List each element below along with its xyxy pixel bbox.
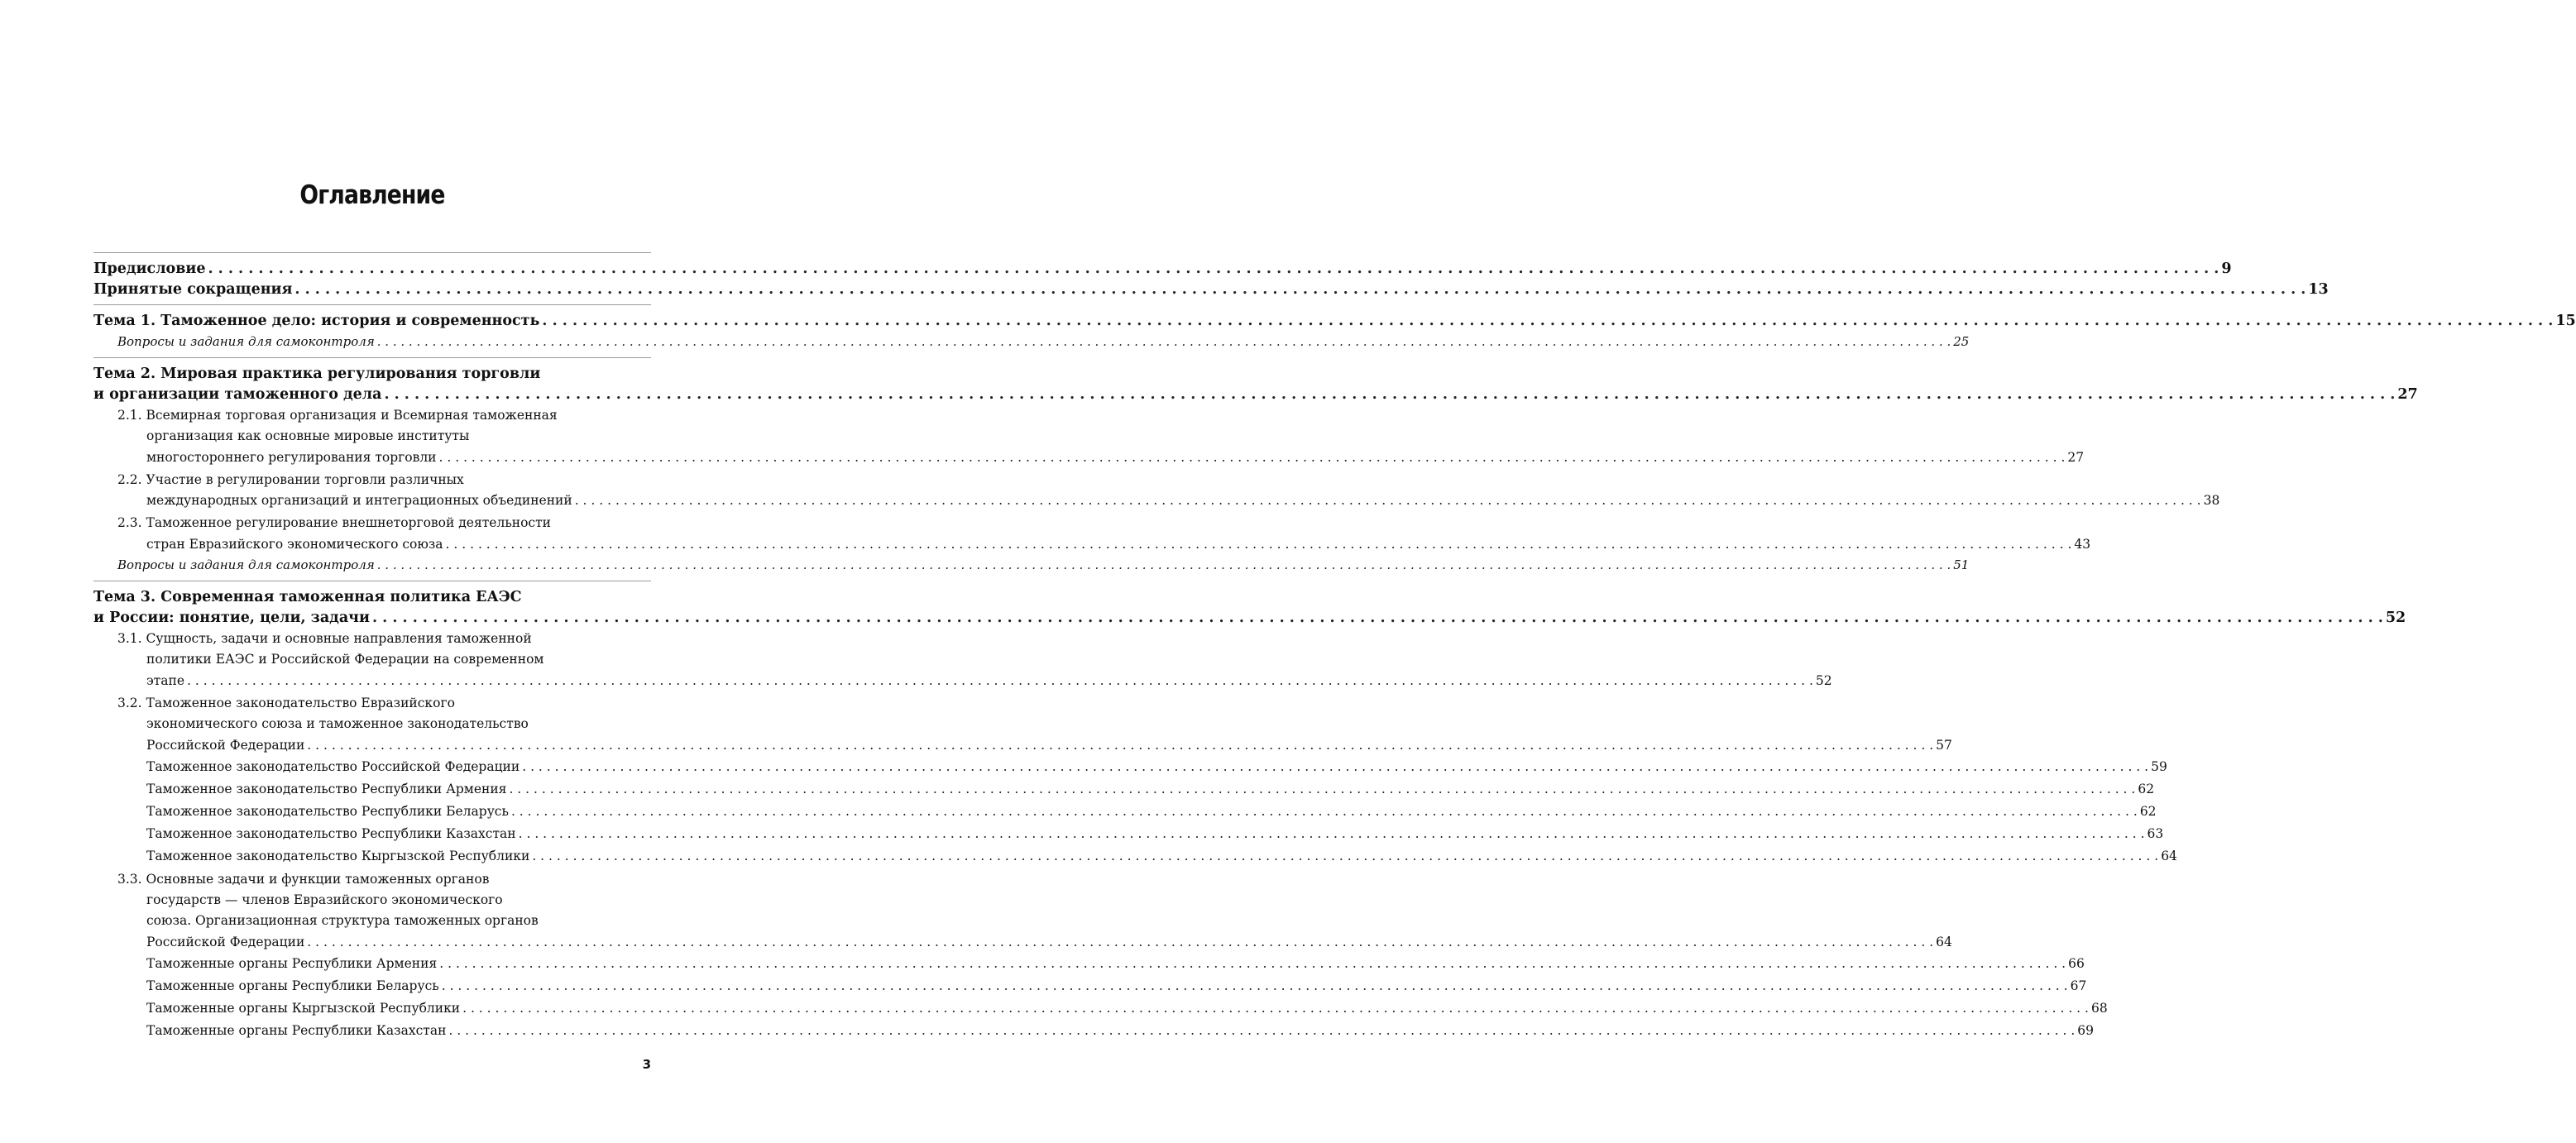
entry-page: 27 [2397, 386, 2418, 403]
dot-leader: . . . . . . . . . . . . . . . . . . . . . . . . . . . . . . . . . . . . . . . . . . . . . . . . . . . . . . . . . . . . . . . . . . . . . . . . . . . . . . . . . . . . . . . . . . . . . . . . . . . . . . . . . . . . . . . . . . . . . . . . . . . . . . . . . . . . . . . . . . . . . . . . . . . . . . . . . . . . . . . . . . . . . . . . . . . . . . . . . . . . . . . . . . . . . . . . . . . . . . . . [439, 956, 2066, 972]
entry-page: 62 [2138, 781, 2155, 796]
dot-leader: . . . . . . . . . . . . . . . . . . . . . . . . . . . . . . . . . . . . . . . . . . . . . . . . . . . . . . . . . . . . . . . . . . . . . . . . . . . . . . . . . . . . . . . . . . . . . . . . . . . . . . . . . . . . . . . . . . . . . . . . . . . . . . . . . . . . . . . . . . . . . . . . . . . . . . . . . . . . . . . . . . . . . . . . . . . . . . . . . . . . . . . . . . . . . . . . . . . . . . . . [542, 313, 2554, 329]
entry-title-line: Российской Федерации [146, 737, 305, 753]
toc-entry-section-2-3[interactable] [93, 511, 2091, 555]
entry-page: 59 [2151, 758, 2167, 774]
entry-page: 52 [1815, 672, 1832, 688]
toc-entry-customs-kazakhstan[interactable] [93, 1020, 2095, 1042]
dot-leader: . . . . . . . . . . . . . . . . . . . . . . . . . . . . . . . . . . . . . . . . . . . . . . . . . . . . . . . . . . . . . . . . . . . . . . . . . . . . . . . . . . . . . . . . . . . . . . . . . . . . . . . . . . . . . . . . . . . . . . . . . . . . . . . . . . . . . . . . . . . . . . . . . . . . . . . . . . . . . . . . . . . . . . . . . . . . . . . . . . . . . . . . . . . . . . . . . . . . . . . . [208, 261, 2219, 277]
dot-leader: . . . . . . . . . . . . . . . . . . . . . . . . . . . . . . . . . . . . . . . . . . . . . . . . . . . . . . . . . . . . . . . . . . . . . . . . . . . . . . . . . . . . . . . . . . . . . . . . . . . . . . . . . . . . . . . . . . . . . . . . . . . . . . . . . . . . . . . . . . . . . . . . . . . . . . . . . . . . . . . . . . . . . . . . . . . . . . . . . . . . . . . . . . . . . . . . . . . . . . . . [376, 557, 1951, 573]
dot-leader: . . . . . . . . . . . . . . . . . . . . . . . . . . . . . . . . . . . . . . . . . . . . . . . . . . . . . . . . . . . . . . . . . . . . . . . . . . . . . . . . . . . . . . . . . . . . . . . . . . . . . . . . . . . . . . . . . . . . . . . . . . . . . . . . . . . . . . . . . . . . . . . . . . . . . . . . . . . . . . . . . . . . . . . . . . . . . . . . . . . . . . . . . . . . . . . . . . . . . . . . [532, 848, 2159, 863]
entry-title-line: многостороннего регулирования торговли [146, 449, 437, 465]
entry-title-line: этапе [146, 672, 185, 688]
entry-page: 51 [1953, 557, 1970, 573]
toc-entry-customs-belarus[interactable] [93, 975, 2087, 997]
entry-page: 43 [2074, 536, 2091, 552]
dot-leader: . . . . . . . . . . . . . . . . . . . . . . . . . . . . . . . . . . . . . . . . . . . . . . . . . . . . . . . . . . . . . . . . . . . . . . . . . . . . . . . . . . . . . . . . . . . . . . . . . . . . . . . . . . . . . . . . . . . . . . . . . . . . . . . . . . . . . . . . . . . . . . . . . . . . . . . . . . . . . . . . . . . . . . . . . . . . . . . . . . . . . . . . . . . . . . . . . . . . . . . . [448, 1023, 2076, 1039]
toc-entry-legislation-kazakhstan[interactable] [93, 823, 2164, 845]
entry-page: 52 [2385, 610, 2406, 627]
entry-title: Таможенные органы Кыргызской Республики [146, 1001, 461, 1016]
entry-title-line: Тема 3. Современная таможенная политика ЕАЭС [93, 589, 522, 606]
entry-title: Предисловие [93, 261, 206, 277]
entry-page: 57 [1936, 737, 1952, 753]
dot-leader: . . . . . . . . . . . . . . . . . . . . . . . . . . . . . . . . . . . . . . . . . . . . . . . . . . . . . . . . . . . . . . . . . . . . . . . . . . . . . . . . . . . . . . . . . . . . . . . . . . . . . . . . . . . . . . . . . . . . . . . . . . . . . . . . . . . . . . . . . . . . . . . . . . . . . . . . . . . . . . . . . . . . . . . . . . . . . . . . . . . . . . . . . . . . . . . . . . . . . . . . [441, 978, 2068, 994]
entry-page: 13 [2308, 281, 2329, 298]
dot-leader: . . . . . . . . . . . . . . . . . . . . . . . . . . . . . . . . . . . . . . . . . . . . . . . . . . . . . . . . . . . . . . . . . . . . . . . . . . . . . . . . . . . . . . . . . . . . . . . . . . . . . . . . . . . . . . . . . . . . . . . . . . . . . . . . . . . . . . . . . . . . . . . . . . . . . . . . . . . . . . . . . . . . . . . . . . . . . . . . . . . . . . . . . . . . . . . . . . . . . . . . [187, 672, 1813, 688]
entry-title: Таможенное законодательство Российской Федерации [146, 758, 520, 774]
entry-title-line: стран Евразийского экономического союза [146, 536, 443, 552]
toc-entry-legislation-russia[interactable] [93, 756, 2167, 778]
dot-leader: . . . . . . . . . . . . . . . . . . . . . . . . . . . . . . . . . . . . . . . . . . . . . . . . . . . . . . . . . . . . . . . . . . . . . . . . . . . . . . . . . . . . . . . . . . . . . . . . . . . . . . . . . . . . . . . . . . . . . . . . . . . . . . . . . . . . . . . . . . . . . . . . . . . . . . . . . . . . . . . . . . . . . . . . . . . . . . . . . . . . . . . . . . . . . . . . . . . . . . . . [384, 386, 2396, 403]
entry-page: 25 [1953, 334, 1970, 349]
entry-title-line: 3.2. Таможенное законодательство Евразийского [117, 695, 455, 710]
dot-leader: . . . . . . . . . . . . . . . . . . . . . . . . . . . . . . . . . . . . . . . . . . . . . . . . . . . . . . . . . . . . . . . . . . . . . . . . . . . . . . . . . . . . . . . . . . . . . . . . . . . . . . . . . . . . . . . . . . . . . . . . . . . . . . . . . . . . . . . . . . . . . . . . . . . . . . . . . . . . . . . . . . . . . . . . . . . . . . . . . . . . . . . . . . . . . . . . . . . . . . . . [438, 449, 2066, 465]
entry-title: Таможенные органы Республики Армения [146, 956, 438, 972]
entry-title-line: 3.3. Основные задачи и функции таможенных органов [117, 871, 490, 887]
toc-entry-topic-1[interactable] [93, 305, 2576, 332]
toc-entry-customs-armenia[interactable] [93, 953, 2085, 975]
toc-entry-abbreviations[interactable] [93, 280, 2329, 304]
entry-title-line: политики ЕАЭС и Российской Федерации на современном [146, 652, 544, 667]
entry-title-line: Российской Федерации [146, 934, 305, 949]
dot-leader: . . . . . . . . . . . . . . . . . . . . . . . . . . . . . . . . . . . . . . . . . . . . . . . . . . . . . . . . . . . . . . . . . . . . . . . . . . . . . . . . . . . . . . . . . . . . . . . . . . . . . . . . . . . . . . . . . . . . . . . . . . . . . . . . . . . . . . . . . . . . . . . . . . . . . . . . . . . . . . . . . . . . . . . . . . . . . . . . . . . . . . . . . . . . . . . . . . . . . . . . [376, 334, 1951, 349]
entry-page: 15 [2555, 313, 2576, 329]
toc-entry-section-3-2[interactable] [93, 691, 1952, 756]
toc-entry-section-3-3[interactable] [93, 868, 1952, 953]
entry-title: Таможенное законодательство Республики Беларусь [146, 803, 509, 819]
toc-entry-topic-2[interactable] [93, 358, 2418, 405]
entry-page: 38 [2203, 493, 2220, 509]
entry-title-line: международных организаций и интеграционных объединений [146, 493, 572, 509]
dot-leader: . . . . . . . . . . . . . . . . . . . . . . . . . . . . . . . . . . . . . . . . . . . . . . . . . . . . . . . . . . . . . . . . . . . . . . . . . . . . . . . . . . . . . . . . . . . . . . . . . . . . . . . . . . . . . . . . . . . . . . . . . . . . . . . . . . . . . . . . . . . . . . . . . . . . . . . . . . . . . . . . . . . . . . . . . . . . . . . . . . . . . . . . . . . . . . . . . . . . . . . . [510, 803, 2138, 819]
entry-title-line: 2.2. Участие в регулировании торговли различных [117, 471, 464, 487]
dot-leader: . . . . . . . . . . . . . . . . . . . . . . . . . . . . . . . . . . . . . . . . . . . . . . . . . . . . . . . . . . . . . . . . . . . . . . . . . . . . . . . . . . . . . . . . . . . . . . . . . . . . . . . . . . . . . . . . . . . . . . . . . . . . . . . . . . . . . . . . . . . . . . . . . . . . . . . . . . . . . . . . . . . . . . . . . . . . . . . . . . . . . . . . . . . . . . . . . . . . . . . . [294, 281, 2306, 298]
entry-title: Принятые сокращения [93, 281, 293, 298]
entry-page: 66 [2068, 956, 2085, 972]
entry-title-line: Тема 2. Мировая практика регулирования торговли [93, 366, 541, 382]
entry-page: 9 [2221, 261, 2232, 277]
entry-page: 67 [2070, 978, 2087, 994]
entry-page: 63 [2147, 825, 2164, 841]
entry-page: 69 [2077, 1023, 2095, 1039]
entry-title-line: 2.3. Таможенное регулирование внешнеторговой деятельности [117, 515, 552, 531]
toc-entry-customs-kyrgyzstan[interactable] [93, 997, 2108, 1020]
page-title: Оглавление [299, 180, 445, 210]
table-of-contents [93, 252, 2576, 1042]
dot-leader: . . . . . . . . . . . . . . . . . . . . . . . . . . . . . . . . . . . . . . . . . . . . . . . . . . . . . . . . . . . . . . . . . . . . . . . . . . . . . . . . . . . . . . . . . . . . . . . . . . . . . . . . . . . . . . . . . . . . . . . . . . . . . . . . . . . . . . . . . . . . . . . . . . . . . . . . . . . . . . . . . . . . . . . . . . . . . . . . . . . . . . . . . . . . . . . . . . . . . . . . [307, 934, 1934, 949]
toc-entry-section-2-2[interactable] [93, 468, 2220, 512]
entry-page: 64 [2161, 848, 2177, 863]
dot-leader: . . . . . . . . . . . . . . . . . . . . . . . . . . . . . . . . . . . . . . . . . . . . . . . . . . . . . . . . . . . . . . . . . . . . . . . . . . . . . . . . . . . . . . . . . . . . . . . . . . . . . . . . . . . . . . . . . . . . . . . . . . . . . . . . . . . . . . . . . . . . . . . . . . . . . . . . . . . . . . . . . . . . . . . . . . . . . . . . . . . . . . . . . . . . . . . . . . . . . . . . [307, 737, 1934, 753]
entry-title: Таможенное законодательство Республики Казахстан [146, 825, 516, 841]
toc-entry-legislation-armenia[interactable] [93, 778, 2155, 801]
dot-leader: . . . . . . . . . . . . . . . . . . . . . . . . . . . . . . . . . . . . . . . . . . . . . . . . . . . . . . . . . . . . . . . . . . . . . . . . . . . . . . . . . . . . . . . . . . . . . . . . . . . . . . . . . . . . . . . . . . . . . . . . . . . . . . . . . . . . . . . . . . . . . . . . . . . . . . . . . . . . . . . . . . . . . . . . . . . . . . . . . . . . . . . . . . . . . . . . . . . . . . . . [445, 536, 2072, 552]
entry-title: Таможенные органы Республики Казахстан [146, 1023, 447, 1039]
page-number: 3 [642, 1057, 651, 1072]
entry-title-line: экономического союза и таможенное законодательство [146, 716, 529, 732]
entry-title-line: и России: понятие, цели, задачи [93, 610, 370, 627]
toc-entry-topic-1-questions[interactable] [93, 332, 1970, 357]
entry-page: 68 [2090, 1001, 2108, 1016]
toc-entry-topic-3[interactable] [93, 581, 2406, 629]
toc-entry-legislation-kyrgyzstan[interactable] [93, 845, 2177, 868]
entry-page: 62 [2139, 803, 2157, 819]
entry-title: Тема 1. Таможенное дело: история и современность [93, 313, 540, 329]
entry-page: 64 [1936, 934, 1952, 949]
entry-page: 27 [2067, 449, 2085, 465]
toc-entry-section-3-1[interactable] [93, 629, 1832, 691]
toc-entry-section-2-1[interactable] [93, 405, 2085, 468]
entry-title: Вопросы и задания для самоконтроля [117, 334, 375, 349]
entry-title: Таможенное законодательство Кыргызской Республики [146, 848, 530, 863]
entry-title-line: 2.1. Всемирная торговая организация и Всемирная таможенная [117, 408, 558, 423]
dot-leader: . . . . . . . . . . . . . . . . . . . . . . . . . . . . . . . . . . . . . . . . . . . . . . . . . . . . . . . . . . . . . . . . . . . . . . . . . . . . . . . . . . . . . . . . . . . . . . . . . . . . . . . . . . . . . . . . . . . . . . . . . . . . . . . . . . . . . . . . . . . . . . . . . . . . . . . . . . . . . . . . . . . . . . . . . . . . . . . . . . . . . . . . . . . . . . . . . . . . . . . . [522, 758, 2149, 774]
toc-entry-topic-2-questions[interactable] [93, 555, 1970, 581]
toc-entry-legislation-belarus[interactable] [93, 801, 2157, 823]
dot-leader: . . . . . . . . . . . . . . . . . . . . . . . . . . . . . . . . . . . . . . . . . . . . . . . . . . . . . . . . . . . . . . . . . . . . . . . . . . . . . . . . . . . . . . . . . . . . . . . . . . . . . . . . . . . . . . . . . . . . . . . . . . . . . . . . . . . . . . . . . . . . . . . . . . . . . . . . . . . . . . . . . . . . . . . . . . . . . . . . . . . . . . . . . . . . . . . . . . . . . . . . [509, 781, 2136, 796]
entry-title: Таможенные органы Республики Беларусь [146, 978, 439, 994]
toc-entry-preface[interactable] [93, 253, 2232, 280]
entry-title-line: союза. Организационная структура таможенных органов [146, 913, 539, 929]
entry-title: Таможенное законодательство Республики Армения [146, 781, 507, 796]
dot-leader: . . . . . . . . . . . . . . . . . . . . . . . . . . . . . . . . . . . . . . . . . . . . . . . . . . . . . . . . . . . . . . . . . . . . . . . . . . . . . . . . . . . . . . . . . . . . . . . . . . . . . . . . . . . . . . . . . . . . . . . . . . . . . . . . . . . . . . . . . . . . . . . . . . . . . . . . . . . . . . . . . . . . . . . . . . . . . . . . . . . . . . . . . . . . . . . . . . . . . . . . [371, 610, 2383, 627]
dot-leader: . . . . . . . . . . . . . . . . . . . . . . . . . . . . . . . . . . . . . . . . . . . . . . . . . . . . . . . . . . . . . . . . . . . . . . . . . . . . . . . . . . . . . . . . . . . . . . . . . . . . . . . . . . . . . . . . . . . . . . . . . . . . . . . . . . . . . . . . . . . . . . . . . . . . . . . . . . . . . . . . . . . . . . . . . . . . . . . . . . . . . . . . . . . . . . . . . . . . . . . . [574, 493, 2201, 509]
dot-leader: . . . . . . . . . . . . . . . . . . . . . . . . . . . . . . . . . . . . . . . . . . . . . . . . . . . . . . . . . . . . . . . . . . . . . . . . . . . . . . . . . . . . . . . . . . . . . . . . . . . . . . . . . . . . . . . . . . . . . . . . . . . . . . . . . . . . . . . . . . . . . . . . . . . . . . . . . . . . . . . . . . . . . . . . . . . . . . . . . . . . . . . . . . . . . . . . . . . . . . . . [462, 1001, 2089, 1016]
entry-title: Вопросы и задания для самоконтроля [117, 557, 375, 573]
entry-title-line: государств — членов Евразийского экономического [146, 892, 503, 908]
entry-title-line: 3.1. Сущность, задачи и основные направления таможенной [117, 631, 532, 647]
dot-leader: . . . . . . . . . . . . . . . . . . . . . . . . . . . . . . . . . . . . . . . . . . . . . . . . . . . . . . . . . . . . . . . . . . . . . . . . . . . . . . . . . . . . . . . . . . . . . . . . . . . . . . . . . . . . . . . . . . . . . . . . . . . . . . . . . . . . . . . . . . . . . . . . . . . . . . . . . . . . . . . . . . . . . . . . . . . . . . . . . . . . . . . . . . . . . . . . . . . . . . . . [518, 825, 2145, 841]
entry-title-line: организация как основные мировые институты [146, 428, 470, 444]
entry-title-line: и организации таможенного дела [93, 386, 382, 403]
